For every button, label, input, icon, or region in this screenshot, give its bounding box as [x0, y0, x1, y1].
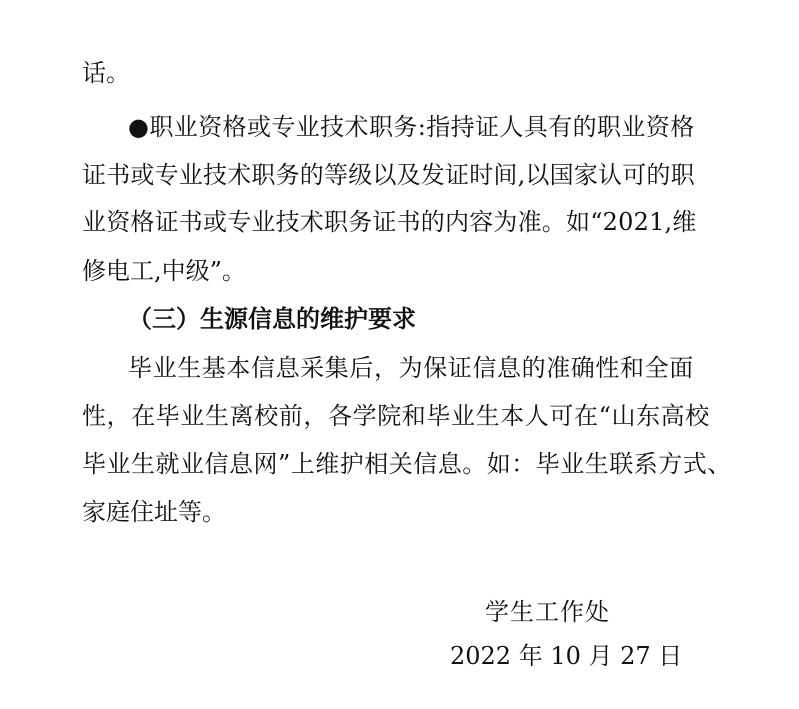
maintenance-paragraph-line-2: 性，在毕业生离校前，各学院和毕业生本人可在“山东高校	[82, 402, 710, 430]
qualification-line-2: 证书或专业技术职务的等级以及发证时间,以国家认可的职	[82, 161, 695, 189]
signature-date: 2022 年 10 月 27 日	[450, 642, 683, 670]
qualification-line-3: 业资格证书或专业技术职务证书的内容为准。如“2021,维	[82, 208, 697, 236]
paragraph-continuation: 话。	[82, 59, 130, 87]
qualification-line-4: 修电工,中级”。	[82, 257, 246, 285]
section-heading: （三）生源信息的维护要求	[128, 304, 416, 333]
bullet-qualification: ●职业资格或专业技术职务:指持证人具有的职业资格	[128, 113, 695, 141]
signature-organization: 学生工作处	[485, 598, 610, 626]
maintenance-paragraph-line-1: 毕业生基本信息采集后，为保证信息的准确性和全面	[128, 354, 694, 382]
maintenance-paragraph-line-4: 家庭住址等。	[82, 498, 226, 526]
maintenance-paragraph-line-3: 毕业生就业信息网”上维护相关信息。如：毕业生联系方式、	[82, 450, 732, 478]
